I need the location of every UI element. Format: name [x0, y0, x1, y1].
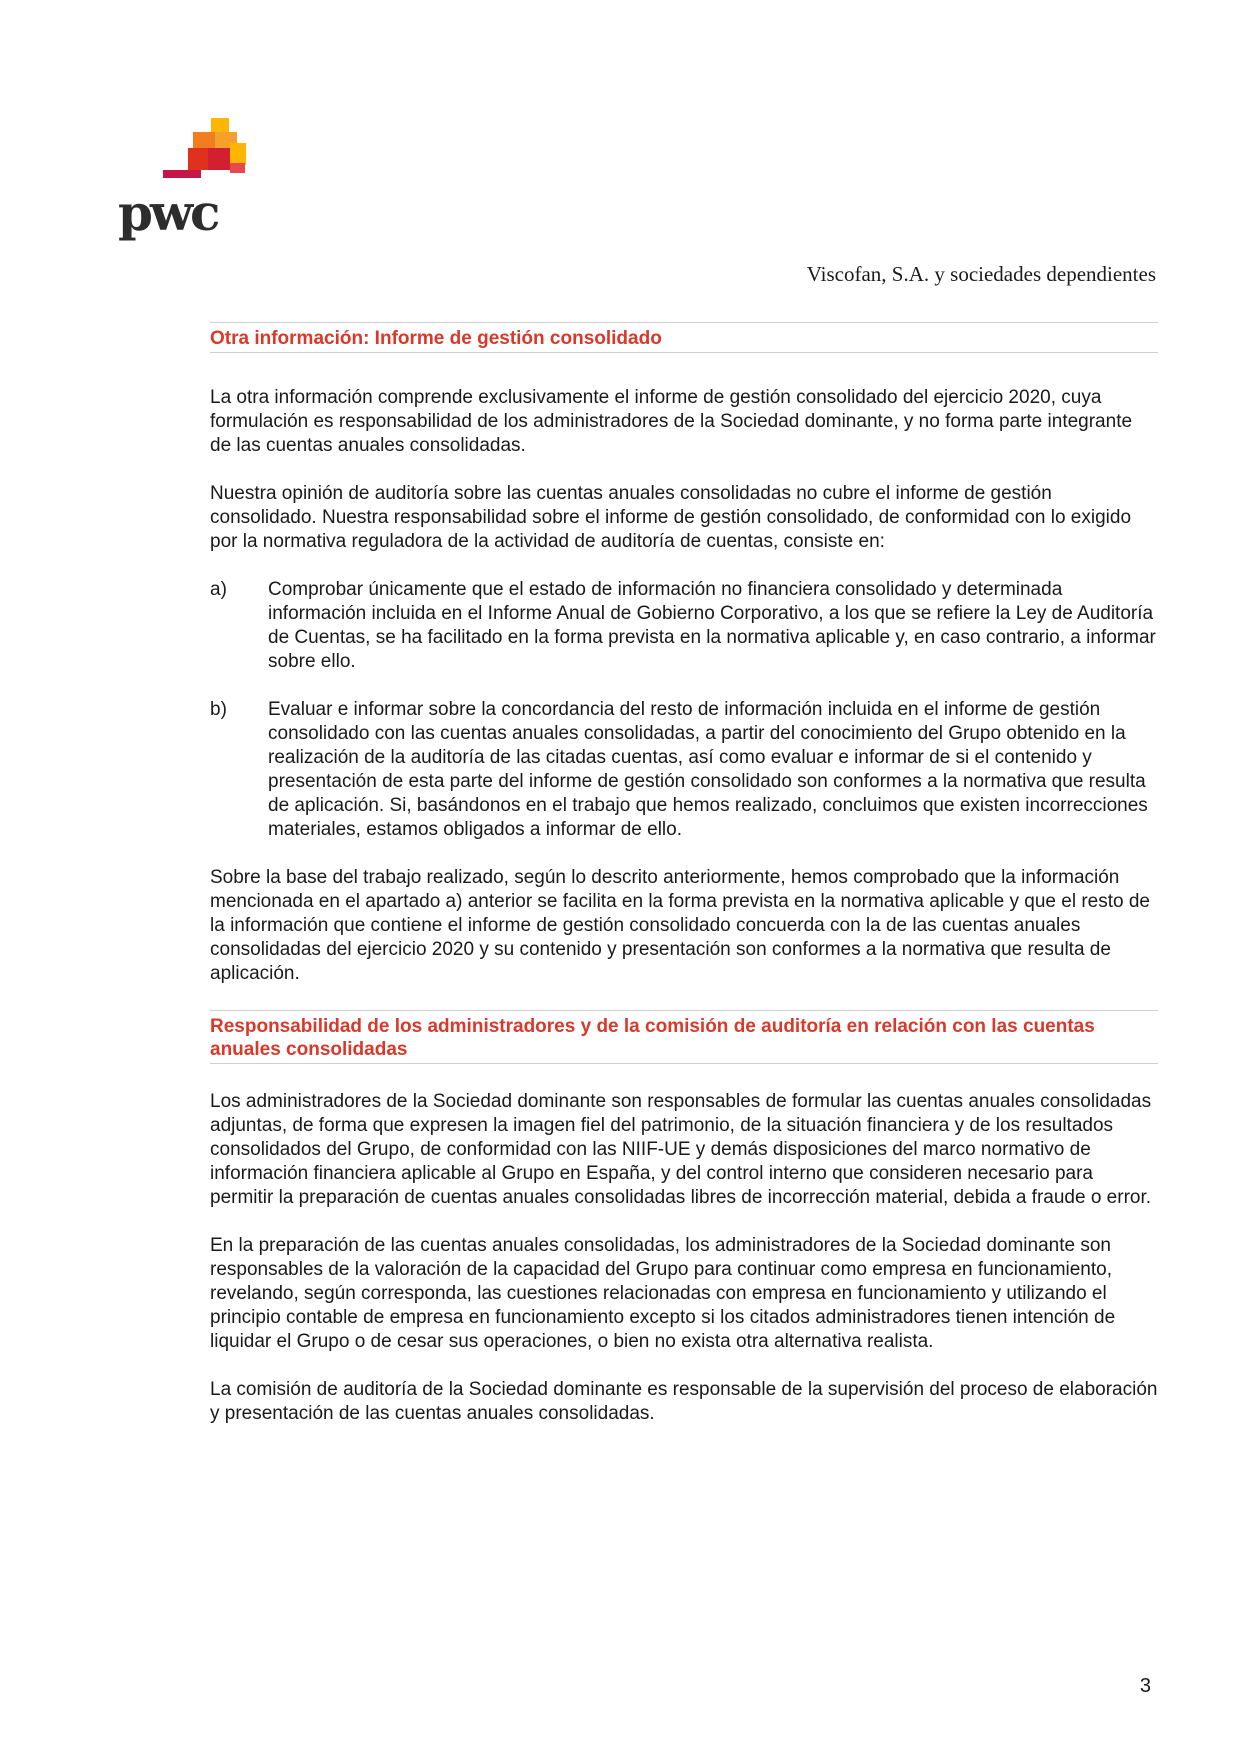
section-title-responsibility: Responsabilidad de los administradores y de la comisión de auditoría en relación con las cuentas anuales consolidadas	[210, 1010, 1158, 1064]
list-item-a	[210, 578, 1158, 674]
paragraph: La otra información comprende exclusivamente el informe de gestión consolidado del ejercicio 2020, cuya formulación es responsabilidad de los administradores de la Sociedad dominante, y no forma parte integrante de las cuentas anuales consolidadas.	[210, 387, 1133, 456]
logo-wordmark: pwc	[118, 183, 218, 242]
list-marker: a)	[210, 579, 227, 600]
section-title-other-info: Otra información: Informe de gestión consolidado	[210, 322, 1158, 353]
logo-bar-magenta	[163, 170, 201, 178]
list-item-b	[210, 698, 1158, 842]
paragraph: Los administradores de la Sociedad dominante son responsables de formular las cuentas anuales consolidadas adjuntas, de forma que expresen la imagen fiel del patrimonio, de la situación financiera y de los resultados consolidados del Grupo, de conformidad con las NIIF-UE y demás disposiciones del marco normativo de información financiera aplicable al Grupo en España, y del control interno que consideren necesario para permitir la preparación de cuentas anuales consolidadas libres de incorrección material, debida a fraude o error.	[210, 1091, 1152, 1208]
paragraph: Sobre la base del trabajo realizado, según lo descrito anteriormente, hemos comprobado que la información mencionada en el apartado a) anterior se facilita en la forma prevista en la normativa aplicable y que el resto de la información que contiene el informe de gestión consolidado concuerda con la de las cuentas anuales consolidadas del ejercicio 2020 y su contenido y presentación son conformes a la normativa que resulta de aplicación.	[210, 867, 1150, 984]
paragraph: En la preparación de las cuentas anuales consolidadas, los administradores de la Sociedad dominante son responsables de la valoración de la capacidad del Grupo para continuar como empresa en funcionamiento, revelando, según corresponda, las cuestiones relacionadas con empresa en funcionamiento y utilizando el principio contable de empresa en funcionamiento excepto si los citados administradores tienen intención de liquidar el Grupo o de cesar sus operaciones, o bien no exista otra alternativa realista.	[210, 1235, 1116, 1352]
paragraph: Nuestra opinión de auditoría sobre las cuentas anuales consolidadas no cubre el informe de gestión consolidado. Nuestra responsabilidad sobre el informe de gestión consolidado, de conformidad con lo exigido por la normativa reguladora de la actividad de auditoría de cuentas, consiste en:	[210, 483, 1132, 552]
logo-square-yellow-2	[230, 143, 246, 165]
paragraph: La comisión de auditoría de la Sociedad dominante es responsable de la supervisión del proceso de elaboración y presentación de las cuentas anuales consolidadas.	[210, 1379, 1158, 1424]
logo-square-rose	[230, 163, 245, 173]
list-marker: b)	[210, 699, 227, 720]
list-text: Evaluar e informar sobre la concordancia del resto de información incluida en el informe de gestión consolidado con las cuentas anuales consolidadas, a partir del conocimiento del Grupo obtenido en la realización de la auditoría de las citadas cuentas, así como evaluar e informar de si el contenido y presentación de esta parte del informe de gestión consolidado son conformes a la normativa que resulta de aplicación. Si, basándonos en el trabajo que hemos realizado, concluimos que existen incorrecciones materiales, estamos obligados a informar de ello.	[268, 699, 1148, 840]
entity-name: Viscofan, S.A. y sociedades dependientes	[806, 262, 1156, 286]
list-text: Comprobar únicamente que el estado de información no financiera consolidado y determinada información incluida en el Informe Anual de Gobierno Corporativo, a los que se refiere la Ley de Auditoría de Cuentas, se ha facilitado en la forma prevista en la normativa aplicable y, en caso contrario, a informar sobre ello.	[268, 579, 1156, 672]
logo-square-red	[188, 148, 208, 170]
page-number: 3	[1139, 1675, 1151, 1697]
report-body	[210, 322, 1158, 1426]
pwc-logo	[118, 118, 268, 242]
